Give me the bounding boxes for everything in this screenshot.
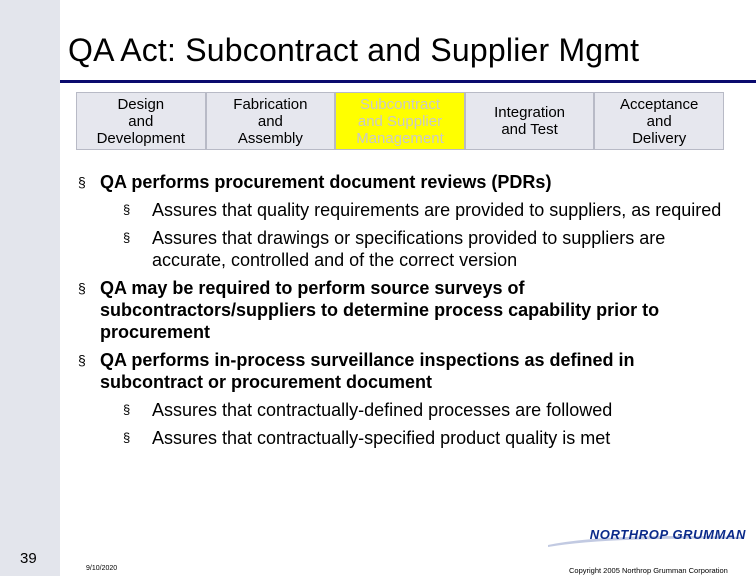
phase-line: and (646, 112, 672, 130)
sub-bullet-item (123, 227, 738, 271)
phase-acceptance-delivery (594, 92, 724, 150)
sub-bullet-text: Assures that drawings or specifications provided to suppliers are accurate, controlled and of the correct version (152, 228, 666, 270)
square-bullet-icon: § (123, 402, 131, 417)
sub-bullet-item (123, 399, 738, 421)
left-sidebar-band (0, 0, 60, 576)
square-bullet-icon: § (78, 174, 86, 190)
bullet-text: QA performs in-process surveillance inspections as defined in subcontract or procurement document (100, 350, 635, 392)
phase-line: and Supplier (357, 112, 443, 130)
bullet-item (78, 277, 738, 343)
title-divider (60, 80, 756, 83)
copyright-text: Copyright 2005 Northrop Grumman Corporation (569, 566, 728, 575)
sub-bullet-text: Assures that contractually-defined processes are followed (152, 400, 613, 420)
phase-subcontract-supplier-management (335, 92, 465, 150)
phase-line: Development (96, 129, 185, 147)
page-number: 39 (20, 550, 37, 567)
square-bullet-icon: § (123, 430, 131, 445)
bullet-item (78, 349, 738, 393)
phase-line: Delivery (632, 129, 687, 147)
bullet-list (78, 165, 738, 449)
northrop-grumman-logo (546, 527, 746, 549)
logo-text: NORTHROP GRUMMAN (589, 527, 746, 542)
phase-line: and (128, 112, 154, 130)
sub-bullet-text: Assures that contractually-specified product quality is met (152, 428, 611, 448)
phase-line: and (257, 112, 283, 130)
slide-date: 9/10/2020 (86, 565, 118, 572)
phase-line: Assembly (237, 129, 303, 147)
phase-integration-test (465, 92, 595, 150)
square-bullet-icon: § (78, 352, 86, 368)
sub-bullet-item (123, 199, 738, 221)
bullet-text: QA performs procurement document reviews (PDRs) (100, 172, 552, 192)
phase-design-development (76, 92, 206, 150)
phase-line: and Test (501, 121, 558, 138)
phase-line: Fabrication (233, 95, 308, 113)
slide-title: QA Act: Subcontract and Supplier Mgmt (68, 32, 640, 68)
phase-line: Acceptance (619, 95, 699, 113)
bullet-item (78, 171, 738, 193)
phase-line: Subcontract (359, 95, 440, 113)
phase-line: Integration (494, 104, 566, 121)
phase-line: Management (356, 129, 444, 147)
phase-bar (76, 92, 724, 150)
sub-bullet-item (123, 427, 738, 449)
square-bullet-icon: § (78, 280, 86, 296)
bullet-text: QA may be required to perform source surveys of subcontractors/suppliers to determine process capability prior to procurement (100, 278, 660, 342)
square-bullet-icon: § (123, 230, 131, 245)
square-bullet-icon: § (123, 202, 131, 217)
phase-fabrication-assembly (206, 92, 336, 150)
phase-line: Design (117, 95, 165, 113)
sub-bullet-text: Assures that quality requirements are provided to suppliers, as required (152, 200, 722, 220)
